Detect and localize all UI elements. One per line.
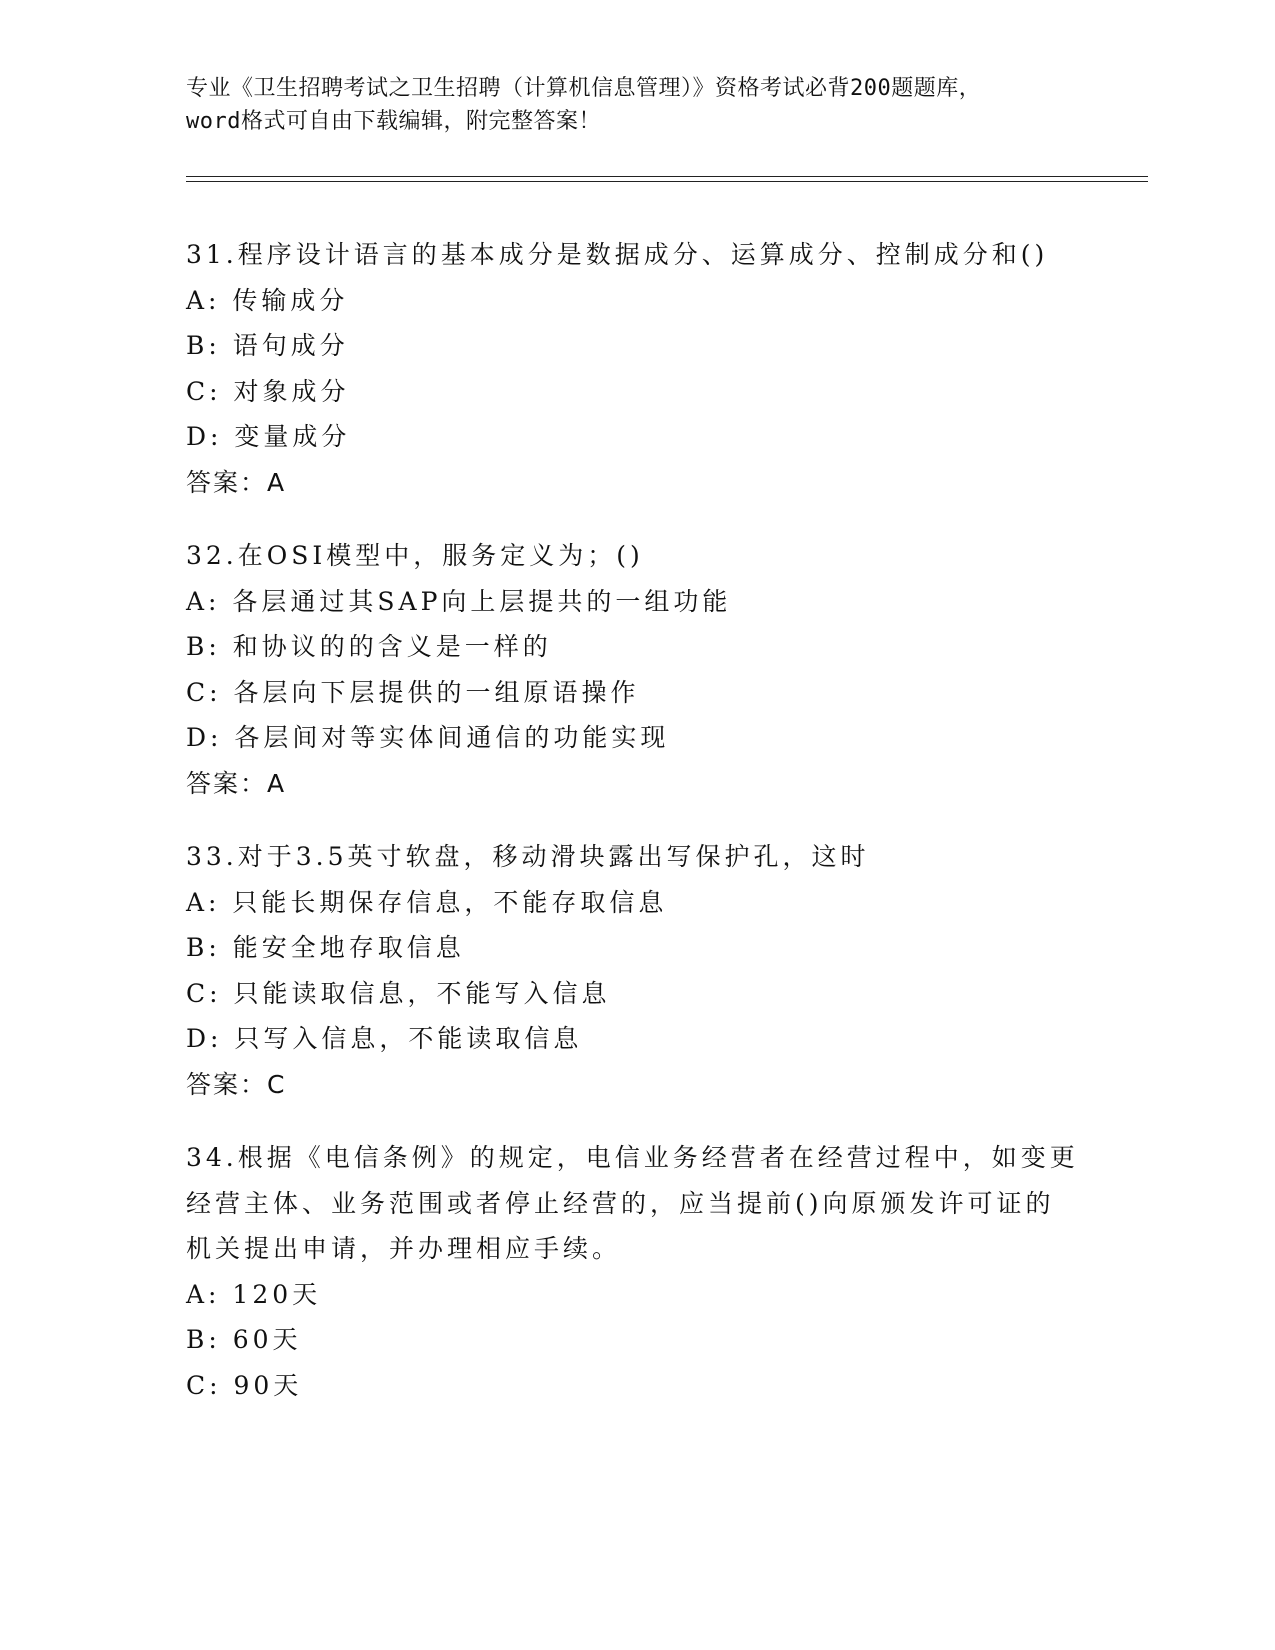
question-list <box>186 232 1086 1436</box>
question-stem: 34.根据《电信条例》的规定，电信业务经营者在经营过程中，如变更 <box>186 1143 1079 1172</box>
option-a: A: 只能长期保存信息，不能存取信息 <box>186 887 668 917</box>
question-stem-continued: 机关提出申请，并办理相应手续。 <box>186 1234 622 1263</box>
option-d: D: 各层间对等实体间通信的功能实现 <box>186 723 670 752</box>
question-stem: 31.程序设计语言的基本成分是数据成分、运算成分、控制成分和() <box>186 240 1049 269</box>
option-c: C: 各层向下层提供的一组原语操作 <box>186 677 640 707</box>
option-b: B: 60天 <box>186 1325 302 1354</box>
answer-line: 答案：C <box>186 1069 287 1099</box>
question-34 <box>186 1135 1086 1408</box>
header-divider <box>186 176 1148 182</box>
option-d: D: 只写入信息，不能读取信息 <box>186 1024 583 1053</box>
header-line: word格式可自由下载编辑，附完整答案！ <box>186 109 601 134</box>
option-a: A: 120天 <box>186 1279 322 1309</box>
option-b: B: 能安全地存取信息 <box>186 933 465 962</box>
question-32 <box>186 533 1086 806</box>
question-stem: 33.对于3.5英寸软盘，移动滑块露出写保护孔，这时 <box>186 842 870 871</box>
option-a: A: 各层通过其SAP向上层提共的一组功能 <box>186 586 732 616</box>
option-c: C: 对象成分 <box>186 376 350 406</box>
question-31 <box>186 232 1086 505</box>
answer-line: 答案：A <box>186 768 287 798</box>
option-b: B: 和协议的的含义是一样的 <box>186 632 552 661</box>
question-33 <box>186 834 1086 1107</box>
answer-line: 答案：A <box>186 467 287 497</box>
option-c: C: 只能读取信息，不能写入信息 <box>186 978 611 1008</box>
question-stem: 32.在OSI模型中，服务定义为；() <box>186 541 644 570</box>
option-a: A: 传输成分 <box>186 285 349 315</box>
question-stem-continued: 经营主体、业务范围或者停止经营的，应当提前()向原颁发许可证的 <box>186 1188 1055 1218</box>
option-b: B: 语句成分 <box>186 331 349 360</box>
option-c: C: 90天 <box>186 1370 303 1400</box>
document-header <box>186 72 1086 138</box>
header-line: 专业《卫生招聘考试之卫生招聘（计算机信息管理）》资格考试必背200题题库， <box>186 76 982 101</box>
option-d: D: 变量成分 <box>186 422 351 451</box>
